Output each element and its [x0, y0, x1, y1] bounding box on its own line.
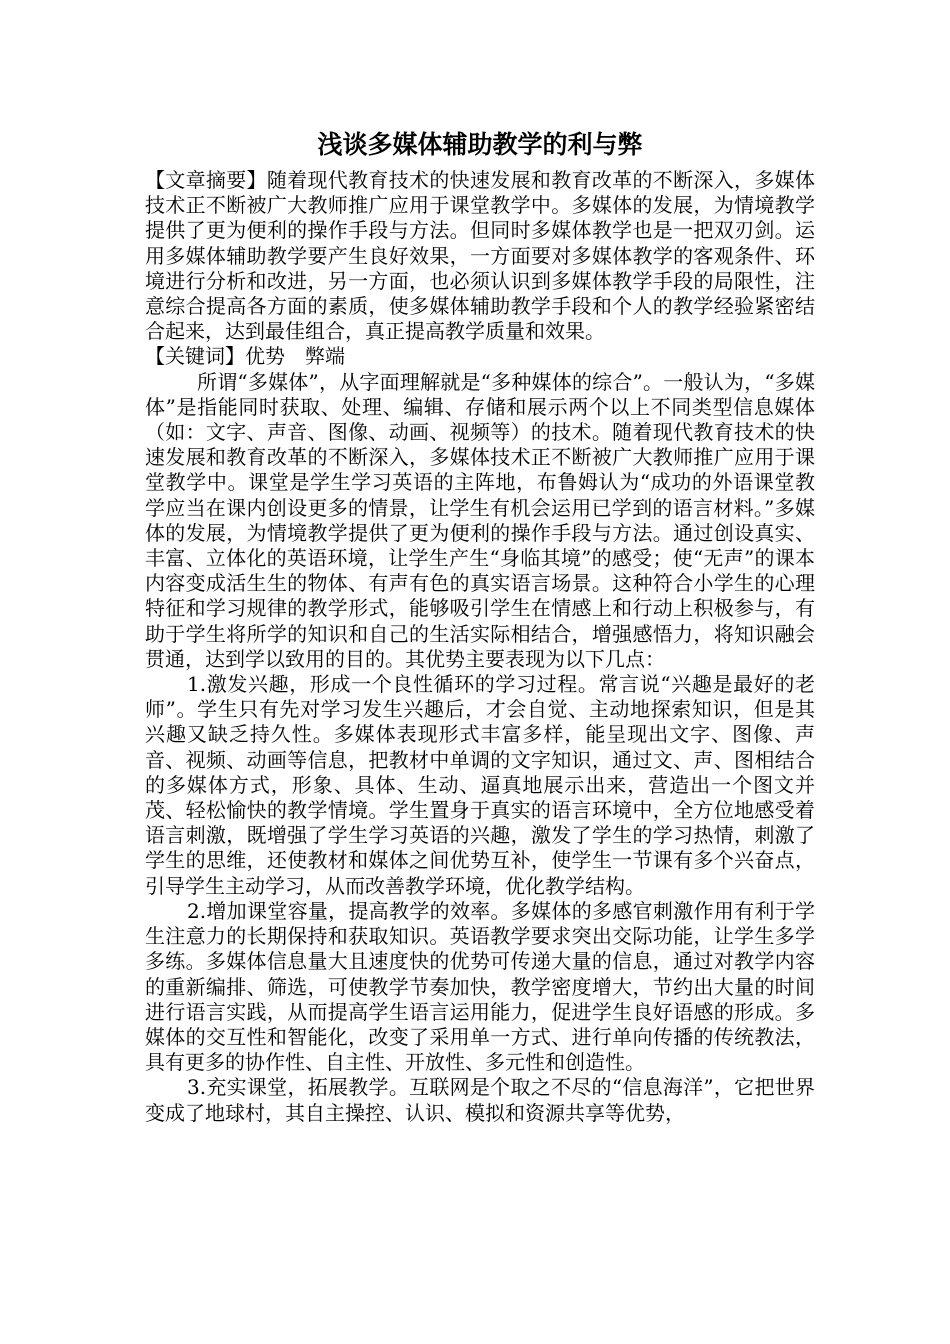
body-paragraph-intro: 所谓“多媒体”，从字面理解就是“多种媒体的综合”。一般认为，“多媒体”是指能同时获取、处理、编辑、存储和展示两个以上不同类型信息媒体（如：文字、声音、图像、动画、视频等）的技术。随着现代教育技术的快速发展和教育改革的不断深入，多媒体技术正不断被广大教师推广应用于课堂教学中。课堂是学生学习英语的主阵地，布鲁姆认为“成功的外语课堂教学应当在课内创设更多的情景，让学生有机会运用已学到的语言材料。”多媒体的发展，为情境教学提供了更为便利的操作手段与方法。通过创设真实、丰富、立体化的英语环境，让学生产生“身临其境”的感受；使“无声”的课本内容变成活生生的物体、有声有色的真实语言场景。这种符合小学生的心理特征和学习规律的教学形式，能够吸引学生在情感上和行动上积极参与，有助于学生将所学的知识和自己的生活实际相结合，增强感悟力，将知识融会贯通，达到学以致用的目的。其优势主要表现为以下几点：	[145, 369, 815, 671]
body-paragraph-point-3: 3.充实课堂，拓展教学。互联网是个取之不尽的“信息海洋”，它把世界变成了地球村，其自主操控、认识、模拟和资源共享等优势，	[145, 1075, 815, 1125]
body-paragraph-point-2: 2.增加课堂容量，提高教学的效率。多媒体的多感官刺激作用有利于学生注意力的长期保持和获取知识。英语教学要求突出交际功能，让学生多学多练。多媒体信息量大且速度快的优势可传递大量的信息，通过对教学内容的重新编排、筛选，可使教学节奏加快，教学密度增大，节约出大量的时间进行语言实践，从而提高学生语言运用能力，促进学生良好语感的形成。多媒体的交互性和智能化，改变了采用单一方式、进行单向传播的传统教法，具有更多的协作性、自主性、开放性、多元性和创造性。	[145, 898, 815, 1075]
keywords-label: 【关键词】	[145, 344, 245, 369]
abstract-text: 随着现代教育技术的快速发展和教育改革的不断深入，多媒体技术正不断被广大教师推广应用于课堂教学中。多媒体的发展，为情境教学提供了更为便利的操作手段与方法。但同时多媒体教学也是一把双刃剑。运用多媒体辅助教学要产生良好效果，一方面要对多媒体教学的客观条件、环境进行分析和改进，另一方面，也必须认识到多媒体教学手段的局限性，注意综合提高各方面的素质，使多媒体辅助教学手段和个人的教学经验紧密结合起来，达到最佳组合，真正提高教学质量和效果。	[145, 168, 815, 344]
body-paragraph-point-1: 1.激发兴趣，形成一个良性循环的学习过程。常言说“兴趣是最好的老师”。学生只有先对学习发生兴趣后，才会自觉、主动地探索知识，但是其兴趣又缺乏持久性。多媒体表现形式丰富多样，能呈现出文字、图像、声音、视频、动画等信息，把教材中单调的文字知识，通过文、声、图相结合的多媒体方式，形象、具体、生动、逼真地展示出来，营造出一个图文并茂、轻松愉快的教学情境。学生置身于真实的语言环境中，全方位地感受着语言刺激，既增强了学生学习英语的兴趣，激发了学生的学习热情，刺激了学生的思维，还使教材和媒体之间优势互补，使学生一节课有多个兴奋点，引导学生主动学习，从而改善教学环境，优化教学结构。	[145, 672, 815, 898]
keywords-paragraph	[145, 344, 815, 369]
abstract-label: 【文章摘要】	[145, 168, 267, 192]
document-title: 浅谈多媒体辅助教学的利与弊	[317, 130, 643, 159]
document-page	[145, 128, 815, 1126]
abstract-paragraph	[145, 168, 815, 344]
keywords-text: 优势 弊端	[245, 344, 345, 369]
